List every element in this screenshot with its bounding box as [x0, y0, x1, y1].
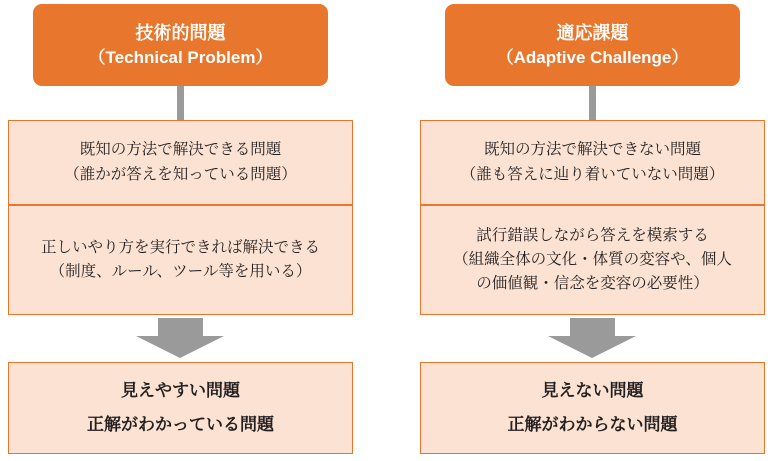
result-line2: 正解がわからない問題 [507, 415, 678, 434]
box-line: 既知の方法で解決できない問題 [483, 141, 701, 159]
header-title-line2: （Adaptive Challenge） [496, 47, 689, 67]
column-adaptive-challenge [420, 0, 765, 461]
column-technical-problem [8, 0, 353, 461]
box-line: （誰かが答えを知っている問題） [64, 165, 297, 183]
arrow-head [136, 336, 224, 358]
box-line: （組織全体の文化・体質の変容や、個人 [453, 250, 732, 268]
header-title-line1: 技術的問題 [135, 22, 226, 43]
box-adaptive-definition [420, 120, 765, 205]
arrow-shaft [158, 318, 203, 336]
header-technical-problem [33, 4, 328, 86]
result-line2: 正解がわかっている問題 [87, 415, 274, 434]
connector-stem [177, 86, 184, 120]
result-line1: 見えやすい問題 [121, 381, 240, 400]
header-title-line1: 適応課題 [556, 22, 629, 43]
result-technical-problem [8, 362, 353, 454]
header-adaptive-challenge [445, 4, 740, 86]
box-line: （誰も答えに辿り着いていない問題） [460, 165, 725, 183]
box-line: の価値観・信念を変容の必要性） [476, 275, 709, 292]
box-line: 試行錯誤しながら答えを模索する [476, 226, 709, 244]
box-line: 既知の方法で解決できる問題 [79, 141, 282, 159]
box-adaptive-approach [420, 205, 765, 315]
box-technical-approach [8, 205, 353, 315]
connector-stem [589, 86, 596, 120]
box-line: 正しいやり方を実行できれば解決できる [40, 238, 320, 256]
arrow-head [548, 336, 636, 358]
result-line1: 見えない問題 [541, 381, 644, 400]
arrow-shaft [570, 318, 615, 336]
box-line: （制度、ルール、ツール等を用いる） [49, 263, 312, 280]
result-adaptive-challenge [420, 362, 765, 454]
header-title-line2: （Technical Problem） [88, 47, 273, 67]
box-technical-definition [8, 120, 353, 205]
